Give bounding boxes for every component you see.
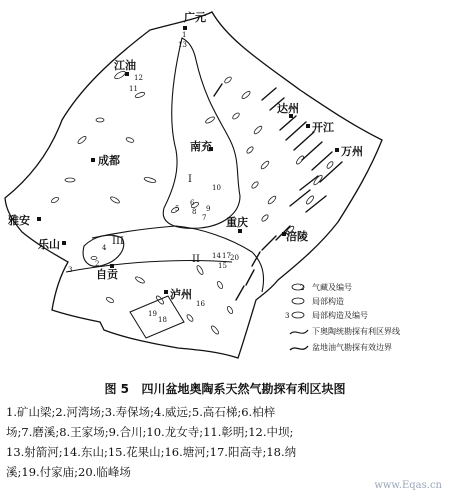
city-chongqing: 重庆 [226, 216, 248, 229]
legend-boundary-label: 下奥陶统勘探有利区界线 [312, 327, 400, 336]
gas-number-7: 7 [202, 214, 207, 222]
zone-label-III: III [112, 236, 124, 247]
marker-wanzhou [335, 148, 339, 152]
city-zigong: 自贡 [96, 268, 118, 281]
gas-number-12: 12 [134, 74, 143, 82]
notes-line-3: 13.射箭河;14.东山;15.花果山;16.塘河;17.阳高寺;18.纳 [6, 445, 297, 459]
city-fuling: 涪陵 [286, 230, 308, 243]
figure-title: 四川盆地奥陶系天然气勘探有利区块图 [141, 382, 346, 396]
gas-number-3: 3 [68, 266, 73, 274]
gas-number-11: 11 [129, 85, 138, 93]
figure-number: 图 5 [104, 382, 129, 396]
legend-gas-label: 气藏及编号 [312, 283, 352, 292]
legend-basin-edge-label: 盆地油气勘探有效边界 [312, 343, 392, 352]
basin-boundary [5, 12, 382, 358]
legend [285, 282, 400, 352]
city-leshan: 乐山 [38, 238, 60, 251]
city-jiangyou: 江油 [114, 59, 136, 72]
marker-leshan [62, 241, 66, 245]
gas-number-20: 20 [230, 254, 239, 262]
gas-number-13: 13 [178, 41, 187, 49]
marker-jiangyou [125, 72, 129, 76]
gas-number-4: 4 [102, 244, 107, 252]
city-dazhou: 达州 [277, 102, 299, 115]
zone-label-II: II [192, 254, 200, 265]
legend-local-num-label: 局部构造及编号 [312, 311, 368, 320]
gas-number-18: 18 [158, 316, 167, 324]
legend-local-num-symbol [292, 312, 304, 318]
notes-line-2: 场;7.磨溪;8.王家场;9.合川;10.龙女寺;11.彰明;12.中坝; [6, 425, 294, 439]
gas-number-5: 5 [175, 205, 180, 213]
legend-boundary-symbol [290, 330, 308, 334]
marker-luzhou [164, 290, 168, 294]
gas-number-2: 2 [95, 260, 100, 268]
legend-basin-edge-symbol [290, 346, 308, 350]
city-nanchong: 南充 [190, 140, 212, 153]
legend-local-sample-number: 3 [285, 312, 290, 320]
city-guangyuan: 广元 [184, 11, 206, 24]
figure-notes [6, 402, 446, 482]
marker-kaijiang [306, 124, 310, 128]
city-yaan: 雅安 [8, 214, 30, 227]
city-luzhou: 泸州 [170, 288, 192, 301]
legend-local-label: 局部构造 [312, 297, 344, 306]
marker-chongqing [238, 229, 242, 233]
luzhou-block [130, 296, 184, 338]
watermark: www.Eqas.cn [374, 480, 442, 491]
notes-line-4: 溪;19.付家庙;20.临峰场 [6, 465, 131, 479]
zone-boundary-southern [66, 260, 232, 272]
gas-number-15: 15 [218, 262, 227, 270]
figure-caption [0, 380, 450, 397]
zone-boundary-I [163, 38, 240, 228]
legend-gas-sample-number: 2 [300, 284, 305, 292]
gas-number-6: 6 [190, 199, 195, 207]
marker-guangyuan [183, 26, 187, 30]
marker-chengdu [91, 158, 95, 162]
legend-local-symbol [292, 298, 304, 304]
gas-number-14: 14 [212, 252, 221, 260]
city-wanzhou: 万州 [341, 145, 363, 158]
gas-number-8: 8 [192, 208, 197, 216]
gas-number-19: 19 [148, 310, 157, 318]
notes-line-1: 1.矿山梁;2.河湾场;3.寿保场;4.威远;5.高石梯;6.柏梓 [6, 405, 276, 419]
zone-label-I: I [188, 174, 192, 185]
city-chengdu: 成都 [98, 154, 120, 167]
gas-number-17: 17 [222, 252, 231, 260]
city-markers [37, 26, 339, 294]
gas-number-16: 16 [196, 300, 205, 308]
gas-number-10: 10 [212, 184, 221, 192]
gas-number-9: 9 [206, 205, 211, 213]
city-kaijiang: 开江 [312, 121, 334, 134]
marker-yaan [37, 217, 41, 221]
gas-number-1: 1 [182, 31, 187, 39]
